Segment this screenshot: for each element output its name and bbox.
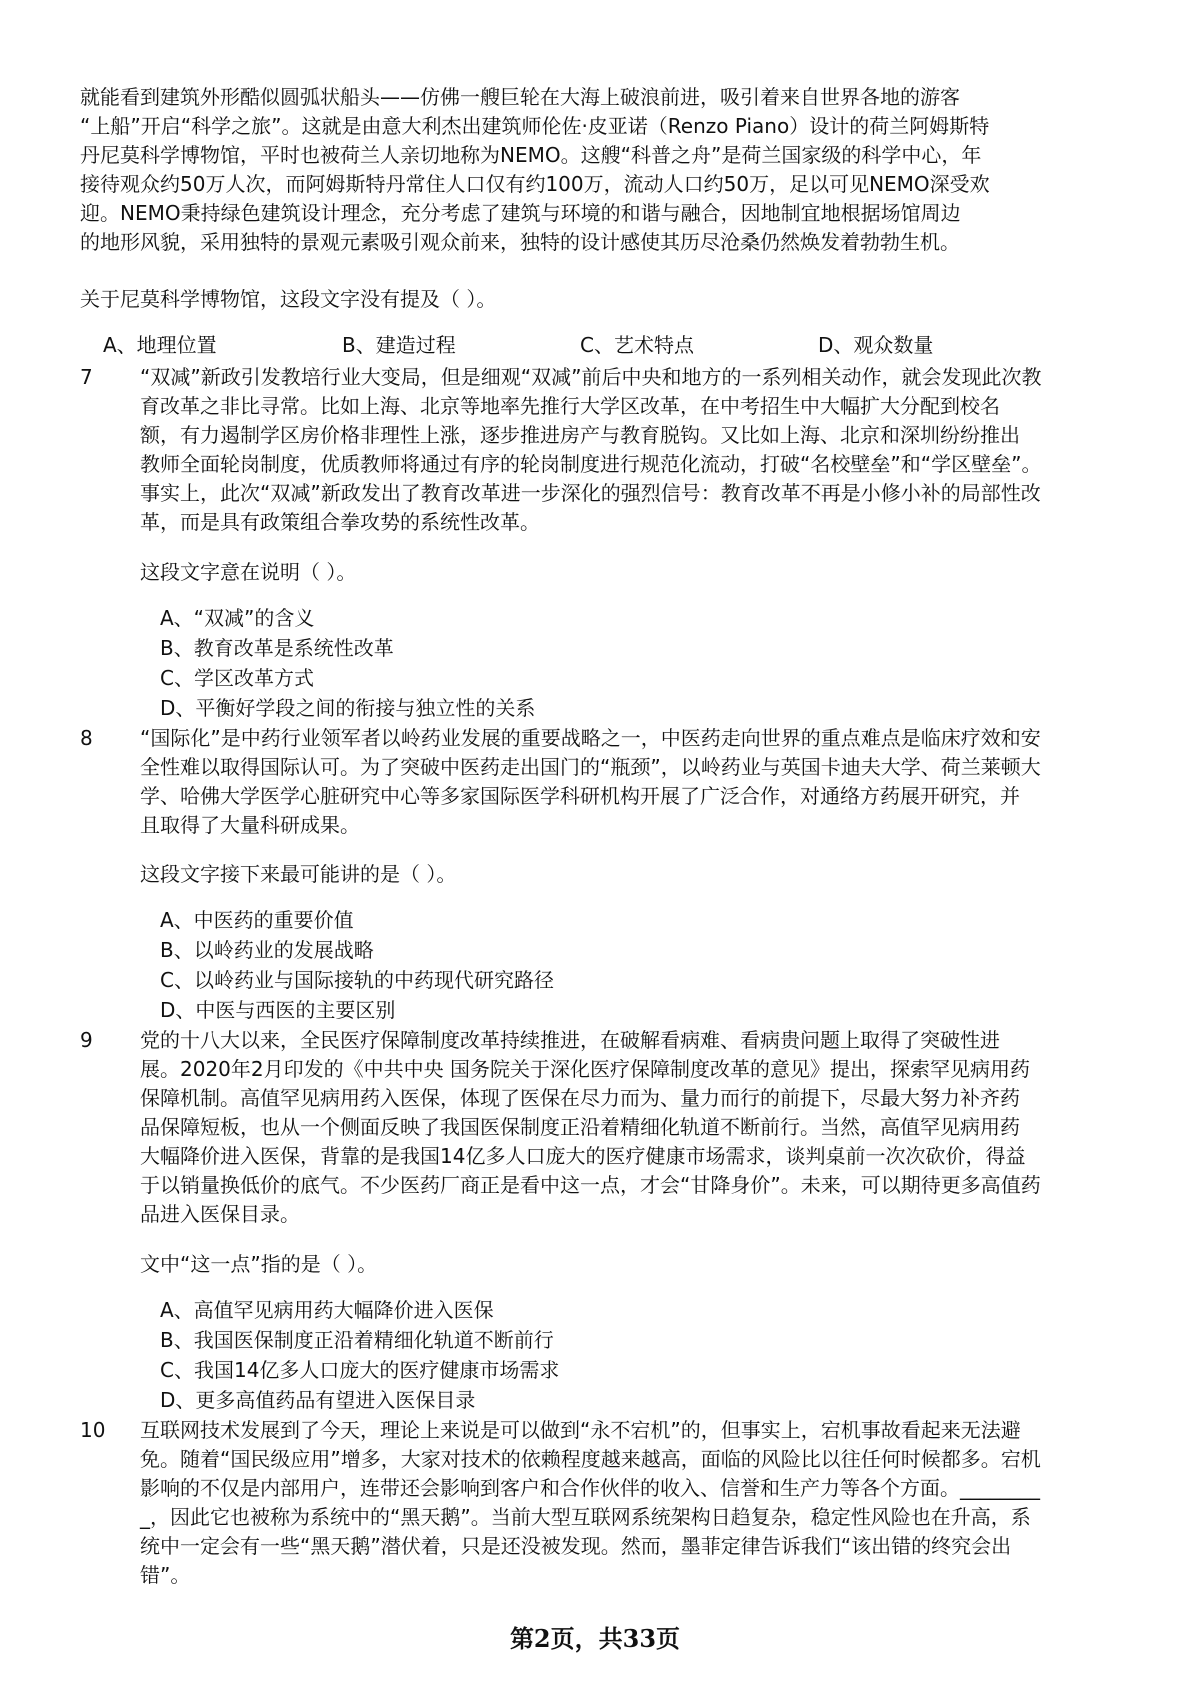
option-a[interactable]: A、高值罕见病用药大幅降价进入医保 — [160, 1298, 494, 1322]
question-9-prompt: 文中“这一点”指的是（ ）。 — [140, 1252, 378, 1276]
passage-line: 就能看到建筑外形酷似圆弧状船头——仿佛一艘巨轮在大海上破浪前进，吸引着来自世界各地的游客 — [80, 85, 960, 109]
passage-line: 统中一定会有一些“黑天鹅”潜伏着，只是还没被发现。然而，墨菲定律告诉我们“该出错的终究会出 — [140, 1534, 1012, 1558]
passage-line: 互联网技术发展到了今天，理论上来说是可以做到“永不宕机”的，但事实上，宕机事故看起来无法避 — [140, 1418, 1021, 1442]
option-d[interactable]: D、中医与西医的主要区别 — [160, 998, 396, 1022]
option-c[interactable]: C、学区改革方式 — [160, 666, 314, 690]
option-b[interactable]: B、建造过程 — [342, 333, 456, 357]
option-a[interactable]: A、“双减”的含义 — [160, 606, 315, 630]
passage-line: 学、哈佛大学医学心脏研究中心等多家国际医学科研机构开展了广泛合作，对通络方药展开研究，并 — [140, 784, 1020, 808]
option-c[interactable]: C、我国14亿多人口庞大的医疗健康市场需求 — [160, 1358, 560, 1382]
passage-line: 的地形风貌，采用独特的景观元素吸引观众前来，独特的设计感使其历尽沧桑仍然焕发着勃勃生机。 — [80, 230, 960, 254]
question-number: 7 — [80, 365, 93, 389]
option-a[interactable]: A、地理位置 — [103, 333, 217, 357]
passage-line: 全性难以取得国际认可。为了突破中医药走出国门的“瓶颈”，以岭药业与英国卡迪夫大学、荷兰莱顿大 — [140, 755, 1041, 779]
passage-line: 且取得了大量科研成果。 — [140, 813, 360, 837]
passage-line: 错”。 — [140, 1563, 191, 1587]
question-6-options — [0, 330, 1190, 360]
option-d[interactable]: D、平衡好学段之间的衔接与独立性的关系 — [160, 696, 536, 720]
question-8-prompt: 这段文字接下来最可能讲的是（ ）。 — [140, 862, 457, 886]
passage-line: 展。2020年2月印发的《中共中央 国务院关于深化医疗保障制度改革的意见》提出，探索罕见病用药 — [140, 1057, 1030, 1081]
passage-line: 革，而是具有政策组合拳攻势的系统性改革。 — [140, 510, 540, 534]
option-b[interactable]: B、教育改革是系统性改革 — [160, 636, 394, 660]
passage-line: 免。随着“国民级应用”增多，大家对技术的依赖程度越来越高，面临的风险比以往任何时候都多。宕机 — [140, 1447, 1041, 1471]
passage-line: 影响的不仅是内部用户，连带还会影响到客户和合作伙伴的收入、信誉和生产力等各个方面。________ — [140, 1476, 1040, 1500]
passage-line: “双减”新政引发教培行业大变局，但是细观“双减”前后中央和地方的一系列相关动作，就会发现此次教 — [140, 365, 1042, 389]
option-a[interactable]: A、中医药的重要价值 — [160, 908, 354, 932]
passage-line: 品保障短板，也从一个侧面反映了我国医保制度正沿着精细化轨道不断前行。当然，高值罕见病用药 — [140, 1115, 1020, 1139]
question-number: 9 — [80, 1028, 93, 1052]
passage-line: 品进入医保目录。 — [140, 1202, 300, 1226]
question-number: 10 — [80, 1418, 106, 1442]
option-c[interactable]: C、艺术特点 — [580, 333, 694, 357]
passage-line: 事实上，此次“双减”新政发出了教育改革进一步深化的强烈信号：教育改革不再是小修小补的局部性改 — [140, 481, 1041, 505]
passage-line: 育改革之非比寻常。比如上海、北京等地率先推行大学区改革，在中考招生中大幅扩大分配到校名 — [140, 394, 1000, 418]
option-c[interactable]: C、以岭药业与国际接轨的中药现代研究路径 — [160, 968, 554, 992]
page-footer: 第2页，共33页 — [509, 1624, 681, 1653]
passage-line: _，因此它也被称为系统中的“黑天鹅”。当前大型互联网系统架构日趋复杂，稳定性风险也在升高，系 — [140, 1505, 1031, 1529]
question-number: 8 — [80, 726, 93, 750]
passage-line: 丹尼莫科学博物馆，平时也被荷兰人亲切地称为NEMO。这艘“科普之舟”是荷兰国家级的科学中心，年 — [80, 143, 982, 167]
passage-line: 于以销量换低价的底气。不少医药厂商正是看中这一点，才会“甘降身价”。未来，可以期待更多高值药 — [140, 1173, 1041, 1197]
option-d[interactable]: D、观众数量 — [818, 333, 934, 357]
option-b[interactable]: B、我国医保制度正沿着精细化轨道不断前行 — [160, 1328, 554, 1352]
passage-line: 保障机制。高值罕见病用药入医保，体现了医保在尽力而为、量力而行的前提下，尽最大努力补齐药 — [140, 1086, 1020, 1110]
option-b[interactable]: B、以岭药业的发展战略 — [160, 938, 374, 962]
passage-line: “国际化”是中药行业领军者以岭药业发展的重要战略之一，中医药走向世界的重点难点是临床疗效和安 — [140, 726, 1041, 750]
passage-line: 党的十八大以来，全民医疗保障制度改革持续推进，在破解看病难、看病贵问题上取得了突破性进 — [140, 1028, 1000, 1052]
question-6-prompt: 关于尼莫科学博物馆，这段文字没有提及（ ）。 — [80, 287, 497, 311]
passage-line: 接待观众约50万人次，而阿姆斯特丹常住人口仅有约100万，流动人口约50万，足以可见NEMO深受欢 — [80, 172, 990, 196]
passage-line: 大幅降价进入医保，背靠的是我国14亿多人口庞大的医疗健康市场需求，谈判桌前一次次砍价，得益 — [140, 1144, 1026, 1168]
passage-line: 迎。NEMO秉持绿色建筑设计理念，充分考虑了建筑与环境的和谐与融合，因地制宜地根据场馆周边 — [80, 201, 961, 225]
passage-line: 教师全面轮岗制度，优质教师将通过有序的轮岗制度进行规范化流动，打破“名校壁垒”和“学区壁垒”。 — [140, 452, 1042, 476]
passage-line: “上船”开启“科学之旅”。这就是由意大利杰出建筑师伦佐·皮亚诺（Renzo Piano）设计的荷兰阿姆斯特 — [80, 114, 990, 138]
passage-line: 额，有力遏制学区房价格非理性上涨，逐步推进房产与教育脱钩。又比如上海、北京和深圳纷纷推出 — [140, 423, 1020, 447]
option-d[interactable]: D、更多高值药品有望进入医保目录 — [160, 1388, 476, 1412]
question-7-prompt: 这段文字意在说明（ ）。 — [140, 560, 357, 584]
